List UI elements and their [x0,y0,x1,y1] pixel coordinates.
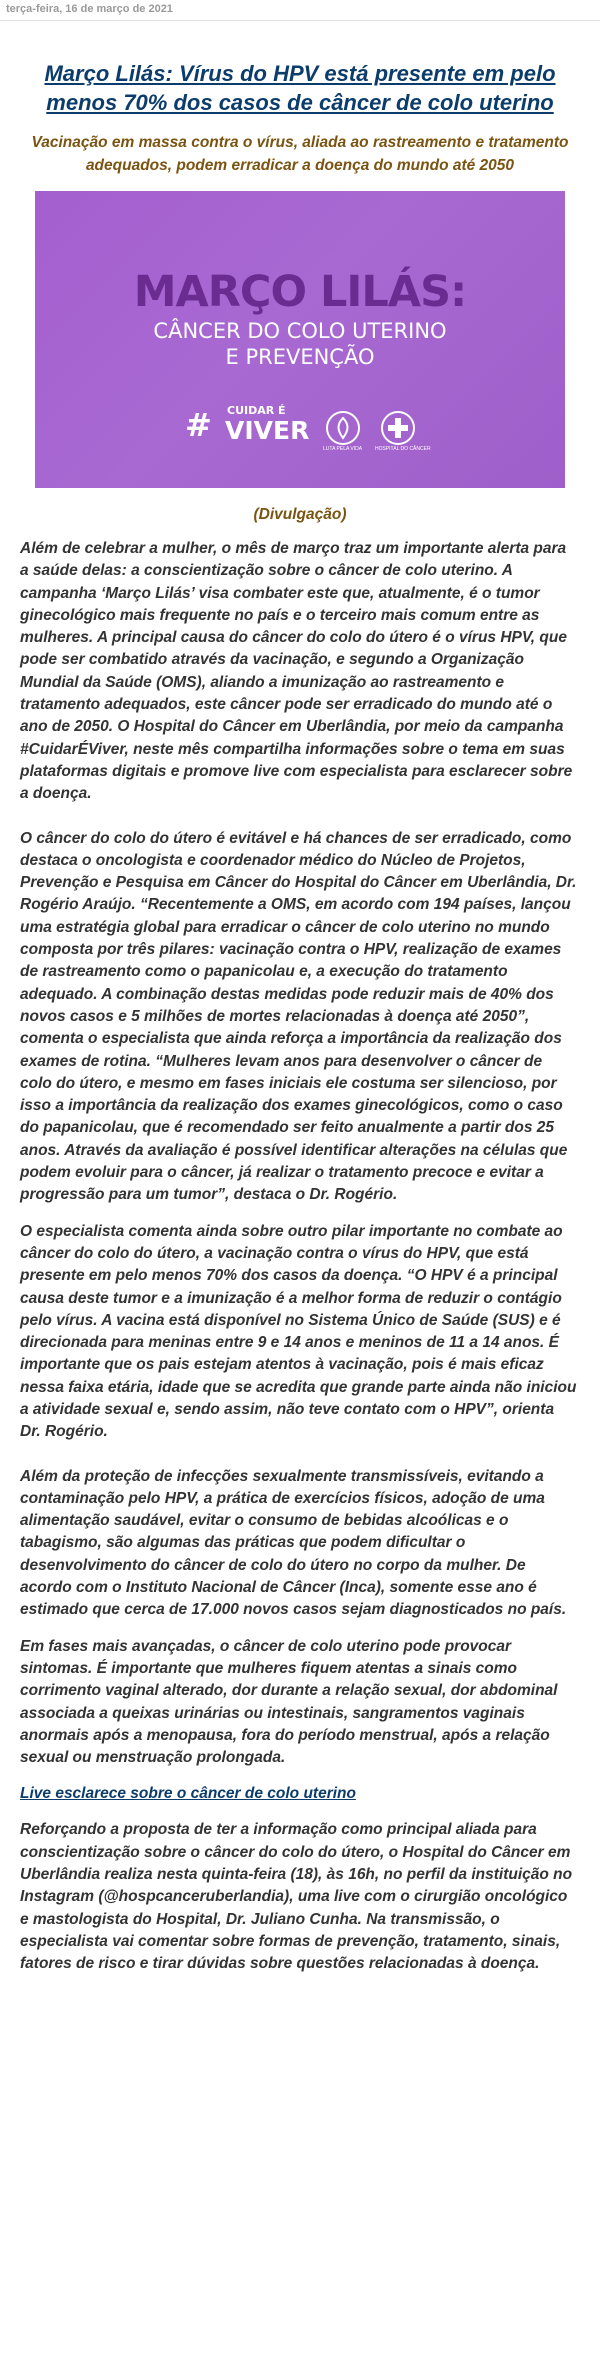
article-title[interactable] [18,59,582,117]
image-caption: (Divulgação) [253,506,347,523]
banner-line-1: CÂNCER DO COLO UTERINO [153,319,447,343]
hashtag-small-text: CUIDAR É [227,404,286,417]
banner-title: MARÇO LILÁS: [133,267,467,317]
live-section-heading-link[interactable]: Live esclarece sobre o câncer de colo uterino [20,1785,356,1803]
hospital-logo-icon [380,410,416,446]
post-date: terça-feira, 16 de março de 2021 [6,3,173,15]
hash-icon: # [185,406,212,444]
article-subtitle: Vacinação em massa contra o vírus, aliada ao rastreamento e tratamento adequados, podem erradicar a doença do mundo até 2050 [31,134,569,174]
paragraph: Em fases mais avançadas, o câncer de colo uterino pode provocar sintomas. É importante que mulheres fiquem atentas a sinais como corrimento vaginal alterado, dor durante a relação sexual, dor abdominal associada a queixas urinárias ou intestinais, sangramentos vaginais anormais após a menopausa, fora do período menstrual, após a relação sexual ou menstruação prolongada. [20,1637,558,1767]
live-paragraph: Reforçando a proposta de ter a informação como principal aliada para conscientização sobre o câncer do colo do útero, o Hospital do Câncer em Uberlândia realiza nesta quinta-feira (18), às 16h, no perfil da instituição no Instagram (@hospcanceruberlandia), uma live com o cirurgião oncológico e mastologista do Hospital, Dr. Juliano Cunha. Na transmissão, o especialista vai comentar sobre formas de prevenção, tratamento, sinais, fatores de risco e tirar dúvidas sobre questões relacionadas à doença. [20,1821,573,1973]
logo2-label: HOSPITAL DO CÂNCER [375,446,431,452]
date-bar [0,0,600,21]
hashtag-big-text: VIVER [225,416,310,445]
paragraph: Além de celebrar a mulher, o mês de março traz um importante alerta para a saúde delas: a conscientização sobre o câncer de colo uterino. A campanha ‘Março Lilás’ visa combater este que, atualmente, é o tumor ginecológico mais frequente no país e o terceiro mais comum entre as mulheres. A principal causa do câncer do colo do útero é o vírus HPV, que pode ser combatido através da vacinação, e segundo a Organização Mundial da Saúde (OMS), aliando a imunização ao rastreamento e tratamento adequados, este câncer pode ser erradicado do mundo até o ano de 2050. O Hospital do Câncer em Uberlândia, por meio da campanha #CuidarÉViver, neste mês compartilha informações sobre o tema em suas plataformas digitais e promove live com especialista para esclarecer sobre a doença. [20,540,573,803]
ribbon-logo-icon [325,410,361,446]
banner-line-2: E PREVENÇÃO [225,345,375,369]
paragraph: O câncer do colo do útero é evitável e há chances de ser erradicado, como destaca o oncologista e coordenador médico do Núcleo de Projetos, Prevenção e Pesquisa em Câncer do Hospital do Câncer em Uberlândia, Dr. Rogério Araújo. “Recentemente a OMS, em acordo com 194 países, lançou uma estratégia global para erradicar o câncer de colo uterino no mundo composta por três pilares: vacinação contra o HPV, realização de exames de rastreamento como o papanicolau e, a execução do tratamento adequado. A combinação destas medidas pode reduzir mais de 40% dos novos casos e 5 milhões de mortes relacionadas à doença até 2050”, comenta o especialista que ainda reforça a importância da realização dos exames de rotina. “Mulheres levam anos para desenvolver o câncer de colo do útero, e mesmo em fases iniciais ele costuma ser silencioso, por isso a importância da realização dos exames ginecológicos, como o caso do papanicolau, que é recomendado ser feito anualmente a partir dos 25 anos. Através da avaliação é possível identificar alterações na células que podem evoluir para o câncer, já realizar o tratamento precoce e evitar a progressão para um tumor”, destaca o Dr. Rogério. [20,829,577,1204]
article [0,59,600,1976]
article-title-text[interactable]: Março Lilás: Vírus do HPV está presente em pelo menos 70% dos casos de câncer de colo uterino [44,61,556,115]
logo1-label: LUTA PELA VIDA [323,446,363,452]
paragraph: O especialista comenta ainda sobre outro pilar importante no combate ao câncer do colo do útero, a vacinação contra o vírus do HPV, que está presente em pelo menos 70% dos casos da doença. “O HPV é a principal causa deste tumor e a imunização é a melhor forma de reduzir o contágio pelo vírus. A vacina está disponível no Sistema Único de Saúde (SUS) e é direcionada para meninas entre 9 e 14 anos e meninos de 11 a 14 anos. É importante que os pais estejam atentos à vacinação, pois é mais eficaz nessa faixa etária, idade que se acredita que grande parte ainda não iniciou a atividade sexual e, sendo assim, não teve contato com o HPV”, orienta Dr. Rogério. [20,1222,577,1441]
paragraph: Além da proteção de infecções sexualmente transmissíveis, evitando a contaminação pelo HPV, a prática de exercícios físicos, adoção de uma alimentação saudável, evitar o consumo de bebidas alcoólicas e o tabagismo, são algumas das práticas que podem dificultar o desenvolvimento do câncer de colo do útero no corpo da mulher. De acordo com o Instituto Nacional de Câncer (Inca), somente esse ano é estimado que cerca de 17.000 novos casos sejam diagnosticados no país. [20,1467,567,1619]
campaign-banner-image [35,191,565,488]
